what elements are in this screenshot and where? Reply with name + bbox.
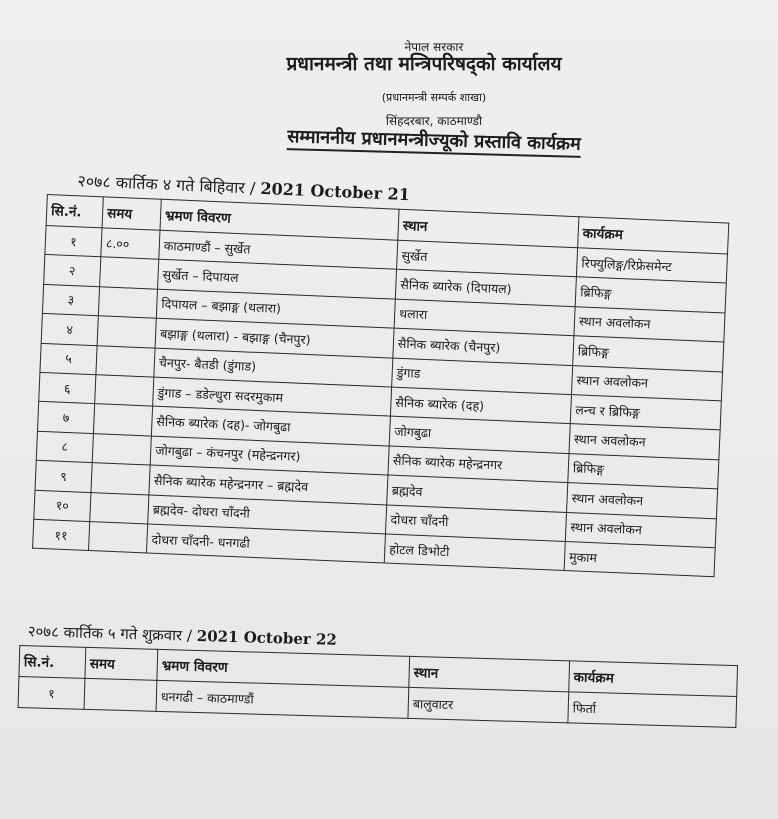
cell-route: सैनिक ब्यारेक महेन्द्रनगर – ब्रह्मदेव <box>149 465 388 504</box>
day2-date-nepali: २०७८ कार्तिक ५ गते शुक्रवार / <box>27 622 193 645</box>
cell-route: धनगढी – काठमाण्डौं <box>156 680 409 718</box>
cell-sn: ५ <box>40 343 97 375</box>
cell-route: जोगबुढा – कंचनपुर (महेन्द्रनगर) <box>150 436 389 475</box>
col-header-venue: स्थान <box>409 656 570 691</box>
cell-venue: बालुवाटर <box>408 687 569 722</box>
col-header-venue: स्थान <box>398 209 579 248</box>
cell-time <box>92 433 151 465</box>
cell-program: ब्रिफिङ्ग <box>573 336 724 372</box>
cell-program: स्थान अवलोकन <box>569 424 720 460</box>
cell-sn: ३ <box>42 284 99 316</box>
cell-route: डुंगाड – डडेल्धुरा सदरमुकाम <box>153 377 392 416</box>
cell-venue: ब्रह्मदेव <box>387 475 568 512</box>
cell-time <box>100 257 159 289</box>
cell-time <box>93 404 152 436</box>
cell-program: रिफ्युलिङ्ग/रिफ्रेसमेन्ट <box>576 248 727 284</box>
cell-venue: दोधरा चाँदनी <box>385 504 566 541</box>
cell-route: दोधरा चाँदनी- धनगढी <box>146 524 385 563</box>
day1-schedule-table <box>32 194 729 578</box>
cell-program: मुकाम <box>564 541 715 577</box>
day2-block <box>18 621 739 728</box>
col-header-program: कार्यक्रम <box>569 661 738 697</box>
cell-route: चैनपुर- बैतडी (डुंगाड) <box>154 348 393 387</box>
government-label: नेपाल सरकार <box>404 40 464 54</box>
col-header-time: समय <box>102 197 161 230</box>
cell-time <box>91 463 150 495</box>
cell-sn: ७ <box>37 402 94 434</box>
cell-program: स्थान अवलोकन <box>571 365 722 401</box>
location-label: सिंहदरबार, काठमाण्डौ <box>385 114 483 128</box>
cell-time <box>95 375 154 407</box>
day1-block <box>32 168 730 578</box>
cell-route: काठमाण्डौं – सुर्खेत <box>159 230 398 269</box>
cell-route: ब्रह्मदेव- दोधरा चाँदनी <box>148 495 387 534</box>
cell-venue: डुंगाड <box>392 358 573 395</box>
cell-route: सुर्खेत – दिपायल <box>158 260 397 299</box>
cell-venue: सैनिक ब्यारेक (दिपायल) <box>395 270 576 307</box>
branch-label: (प्रधानमन्त्री सम्पर्क शाखा) <box>381 91 487 104</box>
cell-route: बझाङ्ग (थलारा) - बझाङ्ग (चैनपुर) <box>155 318 394 357</box>
cell-time <box>90 492 149 524</box>
day1-date-nepali: २०७८ कार्तिक ४ गते बिहिवार / <box>77 171 256 198</box>
cell-program: ब्रिफिङ्ग <box>575 277 726 313</box>
col-header-sn: सि.नं. <box>46 194 103 227</box>
cell-time <box>89 521 148 553</box>
cell-time <box>96 345 155 377</box>
day1-date-english: 2021 October 21 <box>260 178 411 205</box>
cell-program: स्थान अवलोकन <box>567 483 718 519</box>
cell-program: फिर्ता <box>568 692 737 728</box>
col-header-time: समय <box>85 647 158 680</box>
cell-venue: सैनिक ब्यारेक (दह) <box>390 387 571 424</box>
cell-sn: २ <box>44 255 101 287</box>
day2-date-english: 2021 October 22 <box>196 626 338 649</box>
cell-venue: सैनिक ब्यारेक महेन्द्रनगर <box>388 446 569 483</box>
cell-sn: ६ <box>39 372 96 404</box>
cell-sn: ११ <box>33 519 90 551</box>
cell-venue: सैनिक ब्यारेक (चैनपुर) <box>393 328 574 365</box>
cell-time <box>98 287 157 319</box>
program-title-text: सम्माननीय प्रधानमन्त्रीज्यूको प्रस्तावि कार्यक्रम <box>287 126 581 158</box>
col-header-program: कार्यक्रम <box>578 217 729 254</box>
cell-venue: होटल डिभोटी <box>384 534 565 571</box>
col-header-route: भ्रमण विवरण <box>157 649 410 687</box>
cell-program: स्थान अवलोकन <box>574 306 725 342</box>
cell-program: ब्रिफिङ्ग <box>568 453 719 489</box>
cell-program: स्थान अवलोकन <box>565 512 716 548</box>
col-header-route: भ्रमण विवरण <box>160 199 399 240</box>
cell-venue: जोगबुढा <box>389 416 570 453</box>
cell-venue: सुर्खेत <box>397 240 578 277</box>
cell-venue: थलारा <box>394 299 575 336</box>
cell-time <box>84 678 157 711</box>
cell-sn: १ <box>18 676 85 709</box>
cell-time: ८.०० <box>101 228 160 260</box>
cell-route: सैनिक ब्यारेक (दह)- जोगबुढा <box>151 406 390 445</box>
cell-route: दिपायल – बझाङ्ग (थलारा) <box>156 289 395 328</box>
cell-sn: ८ <box>36 431 93 463</box>
cell-sn: ४ <box>41 314 98 346</box>
cell-time <box>97 316 156 348</box>
cell-sn: ९ <box>35 460 92 492</box>
office-title: प्रधानमन्त्री तथा मन्त्रिपरिषद्को कार्यालय <box>286 53 562 75</box>
col-header-sn: सि.नं. <box>19 646 86 679</box>
cell-sn: १० <box>34 490 91 522</box>
cell-sn: १ <box>45 225 102 257</box>
cell-program: लन्च र ब्रिफिङ्ग <box>570 395 721 431</box>
